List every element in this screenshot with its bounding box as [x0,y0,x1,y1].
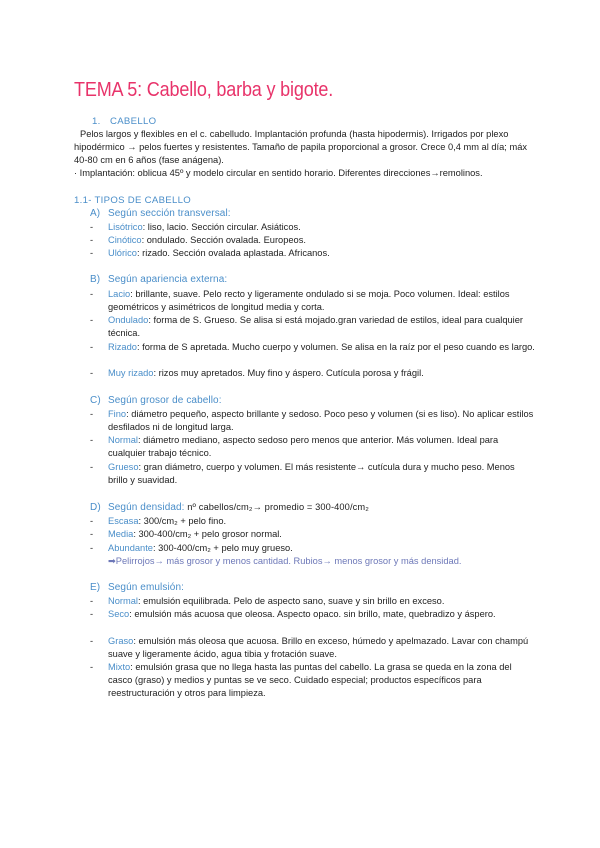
group-heading-e [90,582,184,593]
intro-paragraph: Pelos largos y flexibles en el c. cabelludo. Implantación profunda (hasta hipodermis). Irrigados por plexo hipodérmico → pelos fuertes y resistentes. Tamaño de papila proporcional a grosor. Crece 0,4 mm al día; máx 40-80 cm en 6 años (fase anágena). [74,129,528,165]
item-text: : liso, lacio. Sección circular. Asiáticos. [142,222,301,232]
item-text: : 300/cm₂ + pelo fino. [138,516,227,526]
item-term: Muy rizado [108,368,154,378]
item-term: Escasa [108,516,139,526]
item-text: : emulsión más oleosa que acuosa. Brillo en exceso, húmedo y apelmazado. Lavar con champú suave y ligeramente ácido, agua tibia y frotación suave. [108,636,529,660]
group-title: Según densidad: [108,502,185,513]
group-heading-a [90,208,231,219]
group-title: Según grosor de cabello: [108,395,222,406]
item-text: : rizado. Sección ovalada aplastada. Africanos. [136,248,330,258]
item-text: : rizos muy apretados. Muy fino y áspero. Cutícula porosa y frágil. [153,368,424,378]
item-term: Normal [108,596,138,606]
item-term: Mixto [108,662,131,672]
item-term: Lisótrico [108,222,143,232]
item-text: : 300-400/cm₂ + pelo grosor normal. [133,529,282,539]
item-text: : diámetro pequeño, aspecto brillante y sedoso. Poco peso y volumen (si es liso). No aplicar estilos desfilados ni de longitud larga. [108,409,534,433]
group-title: Según emulsión: [108,582,184,593]
item-term: Fino [108,409,127,419]
section-heading-cabello: CABELLO [110,116,157,127]
document-page: TEMA 5: Cabello, barba y bigote. 1. CABELLO Pelos largos y flexibles en el c. cabelludo. Implantación profunda (hasta hipodermis). Irrigados por plexo hipodérmico → pelos fuertes y resistentes. Tamaño de papila proporcional a grosor. Crece 0,4 mm al día; máx 40-80 cm en 6 años (fase anágena). · Implantación: oblicua 45º y modelo circular en sentido horario. Diferentes direcciones→remolinos. 1.1- TIPOS DE CABELLO A) Según sección transversal: - Lisótrico: liso, lacio. Sección circular. Asiáticos. - Cinótico: ondulado. Sección ovalada. Europeos. - Ulórico: rizado. Sección ovalada aplastada. Africanos. B) Según apariencia externa: - Lacio: brillante, suave. Pelo recto y ligeramente ondulado si se moja. Poco volumen. Ideal: estilos geométricos y asimétricos de longitud media y corta. - Ondulado: forma de S. Grueso. Se alisa si está mojado.gran variedad de estilos, ideal para cualquier técnica. - Rizado: forma de S apretada. Mucho cuerpo y volumen. Se alisa en la raíz por el peso cuando es largo. - Muy rizado: rizos muy apretados. Muy fino y áspero. Cutícula porosa y frágil. C) Según grosor de cabello: - Fino: diámetro pequeño, aspecto brillante y sedoso. Poco peso y volumen (si es liso). No aplicar estilos desfilados ni de longitud larga. - Normal: diámetro mediano, aspecto sedoso pero menos que anterior. Más volumen. Ideal para cualquier trabajo técnico. - Grueso: gran diámetro, cuerpo y volumen. El más resistente→ cutícula dura y mucho peso. Menos brillo y suavidad. D) Según densidad: nº cabellos/cm₂→ promedio = 300-400/cm₂ - Escasa: 300/cm₂ + pelo fino. - Media: 300-400/cm₂ + pelo grosor normal. - Abundante: 300-400/cm₂ + pelo muy grueso. ➡Pelirrojos→ más grosor y menos cantidad. Rubios→ menos grosor y más densidad. E) Según emulsión: - Normal: emulsión equilibrada. Pelo de aspecto sano, suave y sin brillo en exceso. - Seco: emulsión más acuosa que oleosa. Aspecto opaco. sin brillo, mate, quebradizo y áspero. - Graso: emulsión más oleosa que acuosa. Brillo en exceso, húmedo y apelmazado. Lavar con champú suave y ligeramente ácido, agua tibia y frotación suave. - Mixto: emulsión grasa que no llega hasta las puntas del cabello. La grasa se queda en la zona del casco (graso) y medios y puntas se ve seco. Cuidado especial; productos específicos para reestructuración y otros para limpieza. [74,78,535,699]
item-term: Abundante [108,543,153,553]
group-letter: E) [90,582,101,593]
group-letter: C) [90,395,101,406]
group-title: Según apariencia externa: [108,274,228,285]
group-letter: A) [90,208,101,219]
group-letter: D) [90,502,101,513]
group-letter: B) [90,274,101,285]
section-heading-tipos: 1.1- TIPOS DE CABELLO [74,195,192,206]
group-title: Según sección transversal: [108,208,231,219]
item-text: : gran diámetro, cuerpo y volumen. El más resistente→ cutícula dura y mucho peso. Menos brillo y suavidad. [108,462,515,486]
item-term: Normal [108,435,138,445]
implantation-paragraph: · Implantación: oblicua 45º y modelo circular en sentido horario. Diferentes direcciones→remolinos. [74,168,483,178]
item-term: Seco [108,609,130,619]
item-term: Media [108,529,134,539]
group-heading-b [90,274,227,285]
item-term: Grueso [108,462,139,472]
item-term: Graso [108,636,134,646]
item-term: Cinótico [108,235,142,245]
item-text: : ondulado. Sección ovalada. Europeos. [141,235,306,245]
item-text: : brillante, suave. Pelo recto y ligeramente ondulado si se moja. Poco volumen. Ideal: estilos geométricos y asimétricos de longitud media y corta. [108,289,510,313]
item-text: : forma de S. Grueso. Se alisa si está mojado.gran variedad de estilos, ideal para cualquier técnica. [108,315,523,339]
page-title: TEMA 5: Cabello, barba y bigote. [74,78,334,101]
group-heading-c [90,395,222,406]
item-text: : emulsión grasa que no llega hasta las puntas del cabello. La grasa se queda en la zona del casco (graso) y medios y puntas se ve seco. Cuidado especial; productos específicos para reestructuración y otros para limpieza. [108,662,512,699]
item-term: Ondulado [108,315,149,325]
item-term: Lacio [108,289,131,299]
item-text: : diámetro mediano, aspecto sedoso pero menos que anterior. Más volumen. Ideal para cualquier trabajo técnico. [108,435,499,459]
density-note: ➡Pelirrojos→ más grosor y menos cantidad. Rubios→ menos grosor y más densidad. [108,556,462,566]
density-formula: nº cabellos/cm₂→ promedio = 300-400/cm₂ [184,502,369,512]
group-heading-d [90,502,369,513]
section-number: 1. [92,116,101,127]
item-text: : emulsión equilibrada. Pelo de aspecto sano, suave y sin brillo en exceso. [137,596,445,606]
item-text: : emulsión más acuosa que oleosa. Aspecto opaco. sin brillo, mate, quebradizo y áspero. [129,609,496,619]
item-text: : 300-400/cm₂ + pelo muy grueso. [152,543,293,553]
item-term: Rizado [108,342,137,352]
item-term: Ulórico [108,248,137,258]
item-text: : forma de S apretada. Mucho cuerpo y volumen. Se alisa en la raíz por el peso cuando es largo. [136,342,535,352]
